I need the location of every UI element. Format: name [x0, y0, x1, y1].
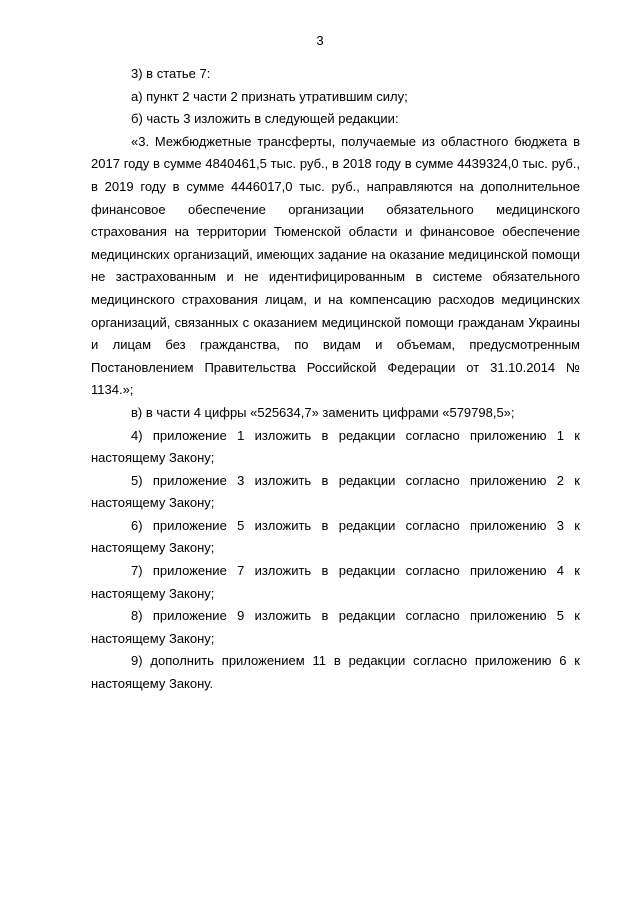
paragraph-article-7: 3) в статье 7:	[131, 66, 211, 81]
paragraph-item-9: 9) дополнить приложением 11 в редакции согласно приложению 6 к настоящему Закону.	[91, 653, 580, 692]
page-number: 3	[316, 33, 324, 48]
paragraph-item-a: а) пункт 2 части 2 признать утратившим силу;	[131, 88, 408, 104]
paragraph-item-8: 8) приложение 9 изложить в редакции согласно приложению 5 к настоящему Закону;	[91, 608, 580, 646]
paragraph-item-v: в) в части 4 цифры «525634,7» заменить цифрами «579798,5»;	[131, 404, 515, 420]
paragraph-item-7: 7) приложение 7 изложить в редакции согласно приложению 4 к настоящему Закону;	[91, 563, 580, 601]
document-body	[91, 63, 580, 696]
paragraph-item-5: 5) приложение 3 изложить в редакции согласно приложению 2 к настоящему Закону;	[91, 472, 580, 511]
paragraph-part-3-text: «3. Межбюджетные трансферты, получаемые из областного бюджета в 2017 году в сумме 4840461,5 тыс. руб., в 2018 году в сумме 4439324,0 тыс. руб., в 2019 году в сумме 4446017,0 тыс. руб., направляются на дополнительное финансовое обеспечение организации обязательного медицинского страхования на территории Тюменской области и финансовое обеспечение медицинских организаций, имеющих задание на оказание медицинской помощи не застрахованным и не идентифицированным в системе обязательного медицинского страхования лицам, и на компенсацию расходов медицинских организаций, связанных с оказанием медицинской помощи гражданам Украины и лицам без гражданства, по видам и объемам, предусмотренным Постановлением Правительства Российской Федерации от 31.10.2014 № 1134.»;	[91, 133, 580, 398]
paragraph-item-4: 4) приложение 1 изложить в редакции согласно приложению 1 к настоящему Закону;	[91, 427, 580, 466]
paragraph-item-b: б) часть 3 изложить в следующей редакции:	[131, 111, 399, 127]
paragraph-item-6: 6) приложение 5 изложить в редакции согласно приложению 3 к настоящему Закону;	[91, 517, 580, 556]
